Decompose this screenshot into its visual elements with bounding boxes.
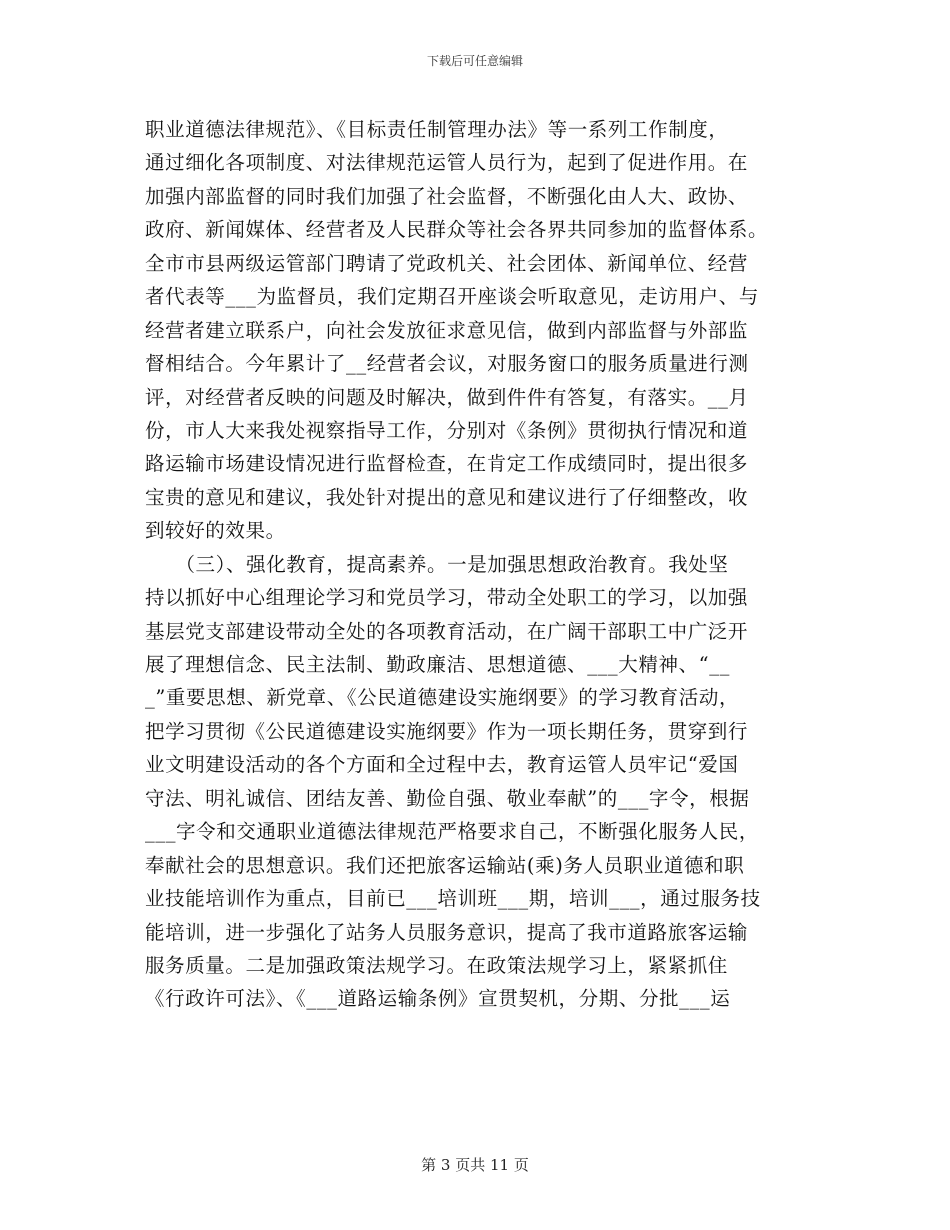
body-line: 业文明建设活动的各个方面和全过程中去，教育运管人员牢记“爱国 bbox=[145, 753, 739, 777]
body-line: 把学习贯彻《公民道德建设实施纲要》作为一项长期任务，贯穿到行 bbox=[145, 719, 749, 743]
body-line: 能培训，进一步强化了站务人员服务意识，提高了我市道路旅客运输 bbox=[145, 920, 749, 944]
body-line: ___字令和交通职业道德法律规范严格要求自己，不断强化服务人民， bbox=[145, 820, 759, 844]
body-line: 奉献社会的思想意识。我们还把旅客运输站(乘)务人员职业道德和职 bbox=[145, 853, 745, 877]
body-line: 服务质量。二是加强政策法规学习。在政策法规学习上，紧紧抓住 bbox=[145, 953, 728, 977]
body-line: 业技能培训作为重点，目前已___培训班___期，培训___，通过服务技 bbox=[145, 887, 761, 911]
body-line: 持以抓好中心组理论学习和党员学习，带动全处职工的学习，以加强 bbox=[145, 586, 749, 610]
page-footer: 第 3 页共 11 页 bbox=[421, 1156, 529, 1174]
body-line: _”重要思想、新党章、《公民道德建设实施纲要》的学习教育活动， bbox=[145, 686, 740, 710]
body-line: 经营者建立联系户，向社会发放征求意见信，做到内部监督与外部监 bbox=[145, 318, 749, 342]
body-line: 展了理想信念、民主法制、勤政廉洁、思想道德、___大精神、“__ bbox=[145, 653, 730, 676]
body-line: 职业道德法律规范》、《目标责任制管理办法》等一系列工作制度， bbox=[145, 118, 729, 141]
body-line: （三）、强化教育，提高素养。一是加强思想政治教育。我处坚 bbox=[145, 552, 729, 576]
body-line: 督相结合。今年累计了__经营者会议，对服务窗口的服务质量进行测 bbox=[145, 352, 749, 376]
body-line: 通过细化各项制度、对法律规范运管人员行为，起到了促进作用。在 bbox=[145, 151, 749, 175]
body-line: 评，对经营者反映的问题及时解决，做到件件有答复，有落实。__月 bbox=[145, 385, 749, 409]
body-line: 守法、明礼诚信、团结友善、勤俭自强、敬业奉献”的___字令，根据 bbox=[145, 786, 750, 810]
body-line: 全市市县两级运管部门聘请了党政机关、社会团体、新闻单位、经营 bbox=[145, 251, 749, 275]
body-line: 份，市人大来我处视察指导工作，分别对《条例》贯彻执行情况和道 bbox=[145, 418, 749, 442]
body-line: 到较好的效果。 bbox=[145, 519, 286, 543]
body-line: 路运输市场建设情况进行监督检查，在肯定工作成绩同时，提出很多 bbox=[145, 452, 749, 476]
body-line: 者代表等___为监督员，我们定期召开座谈会听取意见，走访用户、与 bbox=[145, 285, 759, 309]
document-body bbox=[145, 113, 810, 1016]
body-line: 宝贵的意见和建议，我处针对提出的意见和建议进行了仔细整改，收 bbox=[145, 485, 749, 509]
body-line: 政府、新闻媒体、经营者及人民群众等社会各界共同参加的监督体系。 bbox=[145, 218, 769, 242]
body-line: 加强内部监督的同时我们加强了社会监督，不断强化由人大、政协、 bbox=[145, 184, 749, 208]
page-header: 下载后可任意编辑 bbox=[426, 54, 523, 68]
body-line: 《行政许可法》、《___道路运输条例》宣贯契机，分期、分批___运 bbox=[145, 987, 731, 1011]
body-line: 基层党支部建设带动全处的各项教育活动，在广阔干部职工中广泛开 bbox=[145, 619, 749, 643]
